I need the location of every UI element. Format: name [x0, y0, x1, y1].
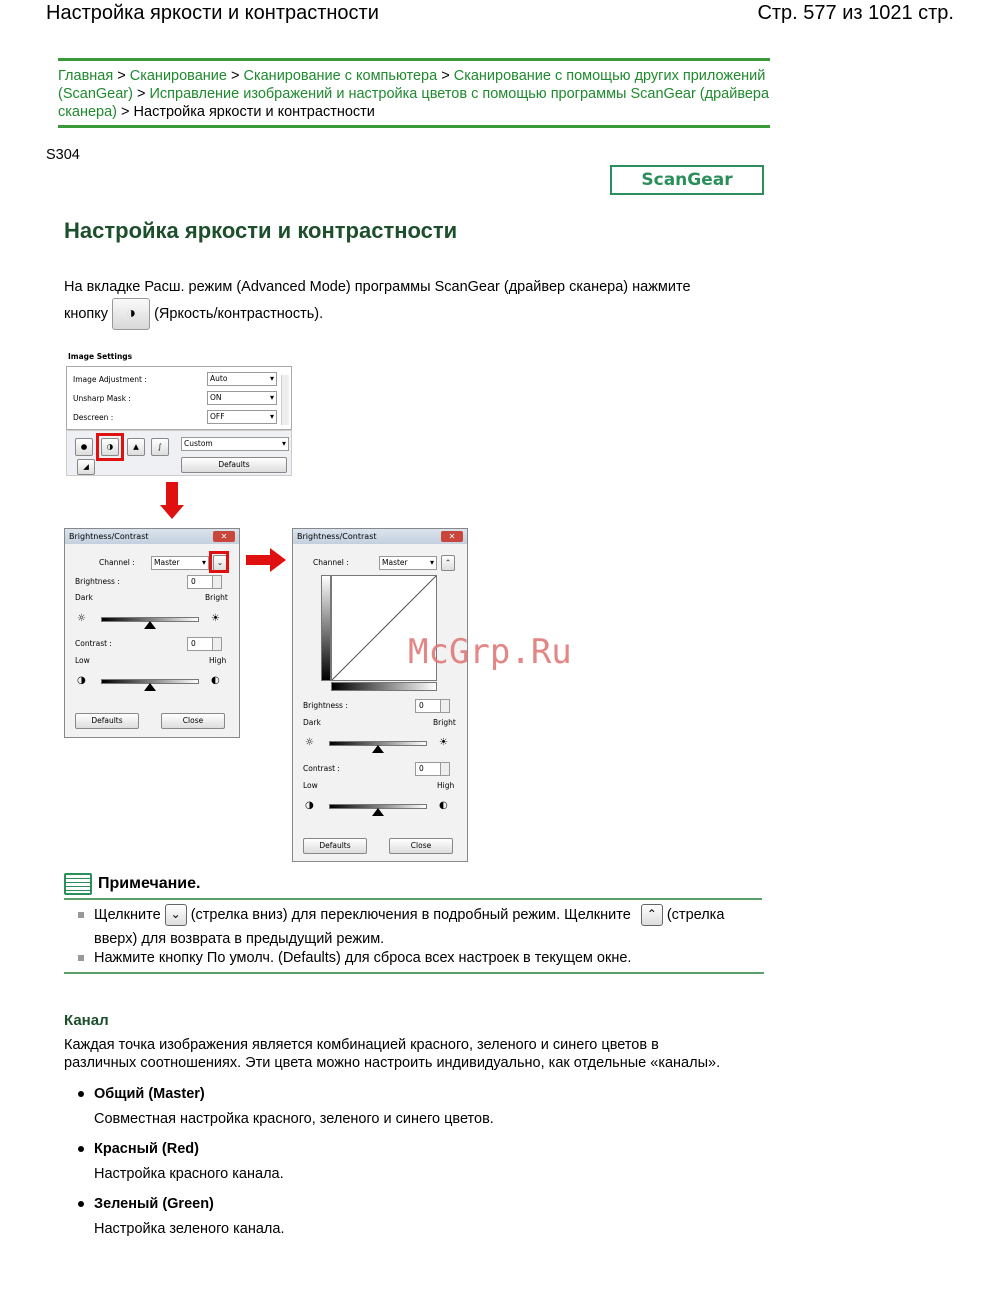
unsharp-mask-label: Unsharp Mask : — [73, 394, 131, 403]
defaults-button[interactable]: Defaults — [181, 457, 287, 473]
breadcrumb-sep: > — [117, 68, 126, 84]
contrast-slider-thumb[interactable] — [372, 808, 384, 816]
bc-dialog-title: Brightness/Contrast — [297, 532, 377, 541]
descreen-label: Descreen : — [73, 413, 114, 422]
channel-label: Channel : — [313, 558, 349, 567]
doc-code: S304 — [46, 147, 80, 163]
channel-select[interactable]: Master ▾ — [379, 556, 437, 570]
dark-label: Dark — [75, 593, 93, 602]
breadcrumb-scangear[interactable]: Сканирование с помощью других приложений (ScanGear) — [58, 68, 766, 102]
page-header-title: Настройка яркости и контрастности — [46, 2, 379, 24]
note-title: Примечание. — [98, 875, 201, 893]
scangear-badge: ScanGear — [610, 165, 764, 195]
close-button[interactable]: Close — [161, 713, 225, 729]
list-item-name: Зеленый (Green) — [94, 1196, 214, 1212]
section-title: Канал — [64, 1012, 109, 1029]
chevron-down-icon: ⌄ — [165, 904, 187, 926]
brightness-slider-thumb[interactable] — [372, 745, 384, 753]
note-text: (стрелка вниз) для переключения в подробный режим. Щелкните — [190, 906, 631, 923]
bullet-dot-icon — [78, 1201, 84, 1207]
contrast-label: Contrast : — [75, 639, 112, 648]
high-label: High — [437, 781, 455, 790]
low-label: Low — [303, 781, 318, 790]
bullet-dot-icon — [78, 1091, 84, 1097]
breadcrumb-sep: > — [441, 68, 450, 84]
defaults-button[interactable]: Defaults — [75, 713, 139, 729]
chevron-up-icon: ⌃ — [641, 904, 663, 926]
unsharp-mask-select[interactable]: ON ▾ — [207, 391, 277, 405]
brightness-slider-thumb[interactable] — [144, 621, 156, 629]
high-label: High — [209, 656, 227, 665]
note-heading — [64, 873, 762, 900]
arrow-down-icon — [166, 482, 178, 506]
bright-label: Bright — [433, 718, 456, 727]
breadcrumb-scan-from-pc[interactable]: Сканирование с компьютера — [243, 68, 438, 84]
list-item — [78, 1086, 205, 1102]
preset-select[interactable]: Custom ▾ — [181, 437, 289, 451]
brightness-input[interactable]: 0 — [187, 575, 214, 589]
list-item-desc: Совместная настройка красного, зеленого и синего цветов. — [94, 1111, 494, 1127]
brightness-input[interactable]: 0 — [415, 699, 442, 713]
contrast-input[interactable]: 0 — [187, 637, 214, 651]
note-item-1 — [78, 904, 758, 926]
dark-label: Dark — [303, 718, 321, 727]
descreen-select[interactable]: OFF ▾ — [207, 410, 277, 424]
bc-dialog-detailed — [292, 528, 468, 862]
section-text-2: различных соотношениях. Эти цвета можно настроить индивидуально, как отдельные «каналы». — [64, 1055, 721, 1071]
note-text: Нажмите кнопку По умолч. (Defaults) для сброса всех настроек в текущем окне. — [94, 950, 632, 966]
page-title: Настройка яркости и контрастности — [64, 218, 458, 243]
breadcrumb-home[interactable]: Главная — [58, 68, 114, 84]
collapse-chevron-up-icon[interactable]: ⌃ — [441, 555, 455, 571]
expand-chevron-down-icon[interactable]: ⌄ — [213, 555, 227, 571]
bright-label: Bright — [205, 593, 228, 602]
contrast-slider-thumb[interactable] — [144, 683, 156, 691]
scrollbar[interactable] — [281, 375, 289, 425]
intro-prefix: кнопку — [64, 306, 109, 322]
arrow-right-icon — [246, 555, 270, 565]
bullet-square-icon — [78, 955, 84, 961]
contrast-input[interactable]: 0 — [415, 762, 442, 776]
contrast-high-icon: ◐ — [439, 800, 448, 811]
channel-label: Channel : — [99, 558, 135, 567]
breadcrumb-sep: > — [121, 104, 130, 120]
watermark: McGrp.Ru — [408, 632, 572, 672]
image-settings-panel — [66, 350, 292, 476]
bc-dialog-titlebar — [293, 529, 467, 544]
sun-bright-icon: ☀ — [439, 737, 448, 748]
note-book-icon — [64, 873, 92, 895]
bullet-dot-icon — [78, 1146, 84, 1152]
list-item — [78, 1196, 214, 1212]
section-text-1: Каждая точка изображения является комбинацией красного, зеленого и синего цветов в — [64, 1037, 659, 1053]
image-settings-list — [66, 366, 292, 430]
note-item-2 — [78, 950, 631, 966]
breadcrumb-correcting[interactable]: Исправление изображений и настройка цветов с помощью программы ScanGear (драйвера сканера) — [58, 86, 770, 120]
threshold-icon[interactable]: ◢ — [77, 459, 95, 475]
color-balance-icon[interactable]: ● — [75, 438, 93, 456]
highlight-box — [96, 433, 124, 461]
brightness-label: Brightness : — [75, 577, 120, 586]
image-settings-heading: Image Settings — [68, 352, 133, 361]
note-text: (стрелка — [666, 906, 725, 923]
close-icon[interactable]: ✕ — [213, 531, 235, 542]
page-number: Стр. 577 из 1021 стр. — [757, 2, 954, 24]
input-gradient-bar — [331, 682, 437, 691]
close-button[interactable]: Close — [389, 838, 453, 854]
image-adjustment-label: Image Adjustment : — [73, 375, 147, 384]
list-item — [78, 1141, 199, 1157]
breadcrumb-current: Настройка яркости и контрастности — [133, 104, 375, 120]
brightness-contrast-button-icon: ◑ — [112, 298, 150, 330]
close-icon[interactable]: ✕ — [441, 531, 463, 542]
highlight-box — [209, 551, 229, 573]
bc-dialog-titlebar — [65, 529, 239, 544]
contrast-low-icon: ◑ — [77, 675, 86, 686]
list-item-desc: Настройка зеленого канала. — [94, 1221, 285, 1237]
tone-curve-icon[interactable]: ∫ — [151, 438, 169, 456]
histogram-icon[interactable]: ▲ — [127, 438, 145, 456]
brightness-label: Brightness : — [303, 701, 348, 710]
breadcrumb-scanning[interactable]: Сканирование — [129, 68, 227, 84]
breadcrumb-sep: > — [230, 68, 240, 84]
intro-line2 — [64, 298, 323, 330]
contrast-label: Contrast : — [303, 764, 340, 773]
low-label: Low — [75, 656, 90, 665]
list-item-name: Красный (Red) — [94, 1141, 199, 1157]
defaults-button[interactable]: Defaults — [303, 838, 367, 854]
intro-line1: На вкладке Расш. режим (Advanced Mode) программы ScanGear (драйвер сканера) нажмите — [64, 279, 691, 295]
breadcrumb-sep: > — [136, 86, 146, 102]
note-divider — [64, 972, 764, 974]
note-text: Щелкните — [94, 906, 161, 923]
arrow-down-head-icon — [160, 505, 184, 519]
list-item-desc: Настройка красного канала. — [94, 1166, 284, 1182]
intro-suffix: (Яркость/контрастность). — [154, 306, 324, 322]
bc-dialog-simple — [64, 528, 240, 738]
bullet-square-icon — [78, 912, 84, 918]
contrast-high-icon: ◐ — [211, 675, 220, 686]
arrow-right-head-icon — [270, 548, 286, 572]
sun-bright-icon: ☀ — [211, 613, 220, 624]
note-item-1-cont: вверх) для возврата в предыдущий режим. — [94, 931, 385, 947]
bc-dialog-title: Brightness/Contrast — [69, 532, 149, 541]
breadcrumb — [58, 58, 770, 128]
sun-dim-icon: ☼ — [305, 737, 314, 748]
list-item-name: Общий (Master) — [94, 1086, 205, 1102]
output-gradient-bar — [321, 575, 331, 681]
image-adjustment-select[interactable]: Auto ▾ — [207, 372, 277, 386]
channel-select[interactable]: Master ▾ — [151, 556, 209, 570]
contrast-low-icon: ◑ — [305, 800, 314, 811]
sun-dim-icon: ☼ — [77, 613, 86, 624]
brightness-contrast-icon[interactable]: ◑ — [101, 438, 119, 456]
